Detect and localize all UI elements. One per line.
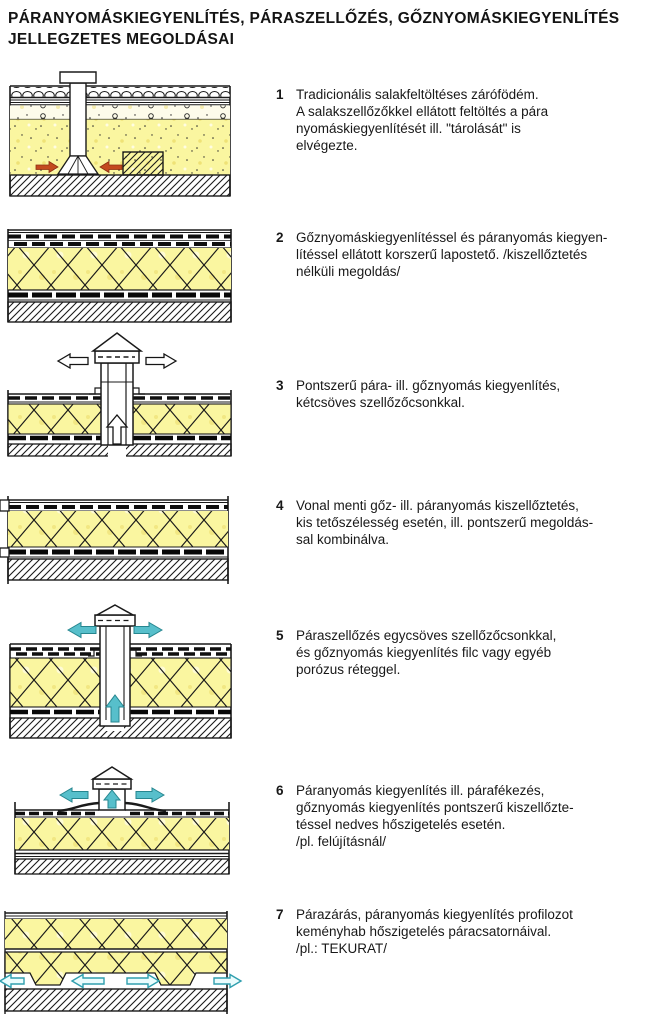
insulation-layer <box>15 818 229 850</box>
slab-layer <box>8 302 231 322</box>
caption-line: gőznyomás kiegyenlítés pontszerű kiszellőzte- <box>296 800 574 815</box>
caption-line: és gőznyomás kiegyenlítés filc vagy egyéb <box>296 645 552 660</box>
vapour-arrow-right-icon <box>134 623 162 638</box>
vapour-arrow-right-icon <box>127 975 159 988</box>
slab-upstand-block <box>123 152 163 175</box>
vapour-arrow-left-icon <box>0 975 24 988</box>
caption-line: Gőznyomáskiegyenlítéssel és páranyomás kiegyen- <box>296 230 608 245</box>
insulation-layer <box>8 404 101 434</box>
caption-line: Pontszerű pára- ill. gőznyomás kiegyenlítés, <box>296 378 561 393</box>
caption-item-7 <box>276 906 573 957</box>
item-number: 7 <box>276 907 284 922</box>
item-number: 2 <box>276 230 284 245</box>
caption-line: Páraszellőzés egycsöves szellőzőcsonkkal, <box>296 628 557 643</box>
vapour-arrow-right-icon <box>146 354 176 368</box>
diagram-edge-line-vent <box>0 480 265 588</box>
slab-layer <box>8 559 228 580</box>
profiled-foam-layer <box>5 952 227 985</box>
caption-line: elvégezte. <box>296 138 358 153</box>
item-number: 3 <box>276 378 284 393</box>
caption-line: téssel nedves hőszigetelés esetén. <box>296 817 506 832</box>
item-number: 5 <box>276 628 284 643</box>
caption-item-2 <box>276 229 607 280</box>
slag-vent-layer <box>10 106 230 120</box>
caption-item-5 <box>276 627 556 678</box>
diagram-single-pipe-vent <box>0 600 265 742</box>
diagram-slag-filled-deck <box>0 66 265 200</box>
insulation-layer <box>10 658 100 707</box>
caption-line: keményhab hőszigetelés páracsatornáival. <box>296 924 552 939</box>
caption-line: kétcsöves szellőzőcsonkkal. <box>296 395 465 410</box>
item-number: 4 <box>276 498 284 513</box>
vapour-arrow-left-icon <box>58 354 88 368</box>
caption-line: /pl.: TEKURAT/ <box>296 941 388 956</box>
caption-line: sal kombinálva. <box>296 532 390 547</box>
caption-item-6 <box>276 782 574 850</box>
caption-line: Tradicionális salakfeltöltéses zárófödém. <box>296 87 539 102</box>
insulation-layer <box>133 404 231 434</box>
diagram-two-pipe-vent <box>0 330 265 458</box>
diagram-flat-roof-no-vent <box>0 225 265 325</box>
caption-item-4 <box>276 497 593 548</box>
slab-layer <box>5 989 227 1011</box>
page-title-line2: JELLEGZETES MEGOLDÁSAI <box>8 31 235 48</box>
vent-cap-roof <box>97 605 133 615</box>
flashing-step <box>133 388 145 394</box>
caption-line: kis tetőszélesség esetén, ill. pontszerű megoldás- <box>296 515 594 530</box>
insulation-layer <box>130 658 231 707</box>
caption-item-1 <box>276 86 548 154</box>
flashing-step <box>89 388 101 394</box>
caption-line: nyomáskiegyenlítését ill. "tárolását" is <box>296 121 521 136</box>
insulation-layer <box>5 919 227 949</box>
caption-line: porózus réteggel. <box>296 662 401 677</box>
vapour-arrow-left-icon <box>60 788 88 802</box>
caption-line: A salakszellőzőkkel ellátott feltöltés a pára <box>296 104 549 119</box>
vent-cap-roof <box>93 767 131 779</box>
caption-line: nélküli megoldás/ <box>296 264 401 279</box>
slab-layer <box>15 859 229 874</box>
roof-layers <box>15 802 229 874</box>
page-title-line1: PÁRANYOMÁSKIEGYENLÍTÉS, PÁRASZELLŐZÉS, GŐZNYOMÁSKIEGYENLÍTÉS <box>8 10 620 27</box>
caption-line: Vonal menti gőz- ill. páranyomás kiszellőztetés, <box>296 498 579 513</box>
item-number: 1 <box>276 87 284 102</box>
slab-layer <box>10 175 230 196</box>
diagram-low-hood-vent <box>0 752 265 878</box>
caption-line: Páranyomás kiegyenlítés ill. párafékezés, <box>296 783 545 798</box>
vent-cap-roof <box>93 333 141 351</box>
vapour-arrow-left-icon <box>68 623 96 638</box>
caption-item-3 <box>276 377 560 411</box>
roof-layers <box>8 229 231 322</box>
diagram-profiled-foam-channels <box>0 905 265 1018</box>
roof-layers <box>5 911 227 1014</box>
vapour-arrow-right-icon <box>136 788 164 802</box>
insulation-layer <box>8 511 228 547</box>
item-number: 6 <box>276 783 284 798</box>
roof-layers <box>8 496 228 584</box>
caption-line: /pl. felújításnál/ <box>296 834 387 849</box>
vapour-arrow-left-icon <box>72 975 104 988</box>
caption-line: lítéssel ellátott korszerű lapostető. /kiszellőztetés <box>296 247 588 262</box>
caption-line: Párazárás, páranyomás kiegyenlítés profilozot <box>296 907 573 922</box>
gravel-layer <box>10 87 230 98</box>
page-title <box>8 8 643 50</box>
roof-layers <box>10 86 230 196</box>
edge-vent-opening <box>0 548 9 557</box>
insulation-layer <box>8 248 231 290</box>
edge-vent-opening <box>0 500 9 511</box>
